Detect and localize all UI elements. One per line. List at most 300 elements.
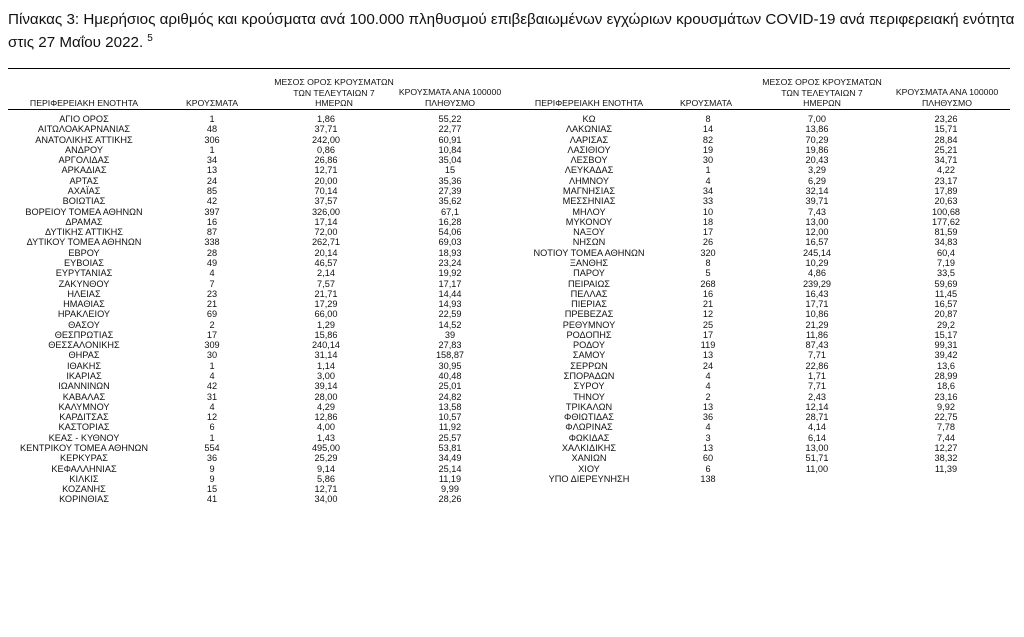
avg7-cell: 11,00	[805, 463, 829, 474]
avg7-cell: 326,00	[311, 206, 341, 217]
avg7-cell: 16,43	[805, 288, 829, 299]
avg7-cell: 21,71	[314, 288, 338, 299]
per100k-cell: 54,06	[438, 227, 462, 238]
region-cell: ΕΒΡΟΥ	[68, 247, 100, 258]
per100k-cell: 22,75	[934, 412, 958, 423]
cases-cell: 16	[206, 216, 218, 227]
region-cell: ΑΡΚΑΔΙΑΣ	[61, 165, 107, 176]
per100k-cell: 16,57	[934, 299, 958, 310]
cases-cell: 1	[209, 432, 215, 443]
avg7-cell: 21,29	[805, 319, 829, 330]
region-cell: ΦΛΩΡΙΝΑΣ	[565, 422, 613, 433]
cases-cell: 1	[209, 114, 215, 124]
per100k-cell: 23,24	[438, 257, 462, 268]
region-cell: ΚΩ	[582, 114, 596, 124]
avg7-cell: 19,86	[805, 144, 829, 155]
cases-cell: 13	[702, 350, 714, 361]
per100k-cell: 69,03	[438, 237, 462, 248]
avg7-cell: 7,71	[808, 350, 826, 361]
cases-cell: 9	[209, 463, 215, 474]
per100k-cell: 59,69	[934, 278, 958, 289]
region-cell: ΧΑΛΚΙΔΙΚΗΣ	[561, 443, 617, 453]
avg7-cell: 7,57	[317, 278, 335, 289]
table-row	[514, 443, 1010, 453]
table-row	[8, 422, 512, 432]
table-row	[8, 350, 512, 360]
region-cell: ΙΚΑΡΙΑΣ	[66, 371, 102, 382]
avg7-cell: 12,00	[805, 227, 829, 238]
region-cell: ΠΡΕΒΕΖΑΣ	[564, 309, 614, 320]
cases-cell: 338	[204, 237, 220, 248]
per100k-cell: 7,78	[937, 422, 955, 433]
per100k-cell: 25,14	[438, 463, 462, 474]
header-region-right: ΠΕΡΙΦΕΡΕΙΑΚΗ ΕΝΟΤΗΤΑ	[534, 98, 644, 108]
per100k-cell: 38,32	[934, 453, 958, 464]
table-row	[8, 474, 512, 484]
region-cell: ΠΑΡΟΥ	[573, 268, 605, 279]
cases-cell: 4	[209, 401, 215, 412]
avg7-cell: 20,00	[314, 175, 338, 186]
region-cell: ΑΝΑΤΟΛΙΚΗΣ ΑΤΤΙΚΗΣ	[35, 134, 133, 145]
cases-cell: 24	[702, 360, 714, 371]
table-row	[8, 279, 512, 289]
avg7-cell: 1,86	[317, 114, 335, 124]
avg7-cell: 66,00	[314, 309, 338, 320]
header-avg7-left: ΜΕΣΟΣ ΟΡΟΣ ΚΡΟΥΣΜΑΤΩΝ ΤΩΝ ΤΕΛΕΥΤΑΙΩΝ 7 ΗΜΕΡΩΝ	[274, 77, 394, 109]
table-row	[8, 217, 512, 227]
region-cell: ΣΠΟΡΑΔΩΝ	[563, 371, 615, 382]
table-title: Πίνακας 3: Ημερήσιος αριθμός και κρούσματα ανά 100.000 πληθυσμού επιβεβαιωμένων εγχώριων κρουσμάτων COVID-19 ανά περιφερειακή ενότητα στις 27 Μαΐου 2022.	[8, 11, 1015, 51]
avg7-cell: 17,14	[314, 216, 338, 227]
per100k-cell: 7,44	[937, 432, 955, 443]
cases-cell: 36	[702, 412, 714, 423]
table-row	[514, 330, 1010, 340]
avg7-cell: 70,14	[314, 185, 338, 196]
avg7-cell: 262,71	[311, 237, 341, 248]
per100k-cell: 14,93	[438, 299, 462, 310]
avg7-cell: 1,43	[317, 432, 335, 443]
cases-cell: 42	[206, 381, 218, 392]
avg7-cell: 28,00	[314, 391, 338, 402]
per100k-cell: 4,22	[937, 165, 955, 176]
per100k-cell: 39	[444, 329, 456, 340]
avg7-cell: 495,00	[311, 443, 341, 453]
region-cell: ΖΑΚΥΝΘΟΥ	[58, 278, 110, 289]
table-caption	[8, 10, 1018, 52]
per100k-cell: 39,42	[934, 350, 958, 361]
region-cell: ΑΙΤΩΛΟΑΚΑΡΝΑΝΙΑΣ	[37, 124, 131, 135]
cases-cell: 17	[702, 329, 714, 340]
table-row	[8, 155, 512, 165]
region-cell: ΧΙΟΥ	[578, 463, 600, 474]
header-per100k-left: ΚΡΟΥΣΜΑΤΑ ΑΝΑ 100000 ΠΛΗΘΥΣΜΟ	[398, 87, 502, 108]
table-row	[514, 392, 1010, 402]
table-row	[8, 299, 512, 309]
table-row	[514, 474, 1010, 484]
per100k-cell: 53,81	[438, 443, 462, 453]
cases-cell: 28	[206, 247, 218, 258]
cases-cell: 4	[209, 371, 215, 382]
avg7-cell: 3,00	[317, 371, 335, 382]
table-row	[8, 320, 512, 330]
per100k-cell: 11,19	[438, 473, 462, 484]
region-cell: ΑΓΙΟ ΟΡΟΣ	[59, 114, 109, 124]
avg7-cell: 20,43	[805, 155, 829, 166]
cases-cell: 15	[206, 484, 218, 495]
cases-cell: 13	[702, 443, 714, 453]
table-row	[8, 361, 512, 371]
cases-cell: 9	[209, 473, 215, 484]
cases-cell: 320	[700, 247, 716, 258]
per100k-cell: 30,95	[438, 360, 462, 371]
cases-cell: 138	[700, 473, 716, 484]
per100k-cell: 35,04	[438, 155, 462, 166]
region-cell: ΤΗΝΟΥ	[573, 391, 605, 402]
table-row	[514, 207, 1010, 217]
region-cell: ΚΕΦΑΛΛΗΝΙΑΣ	[51, 463, 117, 474]
per100k-cell: 177,62	[931, 216, 961, 227]
per100k-cell: 34,71	[934, 155, 958, 166]
header-cases-left: ΚΡΟΥΣΜΑΤΑ	[185, 98, 239, 108]
region-cell: ΡΟΔΟΥ	[572, 340, 605, 351]
region-cell: ΞΑΝΘΗΣ	[569, 257, 609, 268]
avg7-cell: 6,29	[808, 175, 826, 186]
avg7-cell: 10,86	[805, 309, 829, 320]
per100k-cell: 28,26	[438, 494, 462, 505]
table-row	[514, 340, 1010, 350]
per100k-cell: 20,87	[934, 309, 958, 320]
cases-cell: 24	[206, 175, 218, 186]
region-cell: ΡΕΘΥΜΝΟΥ	[562, 319, 616, 330]
cases-cell: 4	[705, 381, 711, 392]
cases-cell: 31	[206, 391, 218, 402]
avg7-cell: 4,86	[808, 268, 826, 279]
avg7-cell	[752, 474, 882, 484]
cases-cell: 309	[204, 340, 220, 351]
per100k-cell	[882, 474, 1010, 484]
header-region-left: ΠΕΡΙΦΕΡΕΙΑΚΗ ΕΝΟΤΗΤΑ	[29, 98, 139, 108]
cases-cell: 4	[705, 422, 711, 433]
region-cell: ΝΗΣΩΝ	[572, 237, 606, 248]
per100k-cell: 99,31	[934, 340, 958, 351]
region-cell: ΦΘΙΩΤΙΔΑΣ	[563, 412, 614, 423]
region-cell: ΑΡΤΑΣ	[69, 175, 99, 186]
avg7-cell: 17,71	[805, 299, 829, 310]
cases-cell: 8	[705, 114, 711, 124]
region-cell: ΛΕΣΒΟΥ	[570, 155, 608, 166]
avg7-cell: 6,14	[808, 432, 826, 443]
per100k-cell: 10,84	[438, 144, 462, 155]
avg7-cell: 240,14	[311, 340, 341, 351]
avg7-cell: 1,71	[808, 371, 826, 382]
per100k-cell: 14,44	[438, 288, 462, 299]
avg7-cell: 51,71	[805, 453, 829, 464]
cases-cell: 4	[705, 371, 711, 382]
table-row	[8, 453, 512, 463]
cases-cell: 26	[702, 237, 714, 248]
region-cell: ΣΥΡΟΥ	[573, 381, 605, 392]
avg7-cell: 1,14	[317, 360, 335, 371]
region-cell: ΣΕΡΡΩΝ	[570, 360, 608, 371]
cases-cell: 12	[702, 309, 714, 320]
per100k-cell: 25,01	[438, 381, 462, 392]
cases-cell: 17	[702, 227, 714, 238]
per100k-cell: 17,89	[934, 185, 958, 196]
table-row	[8, 186, 512, 196]
avg7-cell: 20,14	[314, 247, 338, 258]
header-per100k-right: ΚΡΟΥΣΜΑΤΑ ΑΝΑ 100000 ΠΛΗΘΥΣΜΟ	[895, 87, 999, 108]
avg7-cell: 70,29	[805, 134, 829, 145]
avg7-cell: 37,71	[314, 124, 338, 135]
avg7-cell: 4,00	[317, 422, 335, 433]
cases-cell: 87	[206, 227, 218, 238]
cases-cell: 25	[702, 319, 714, 330]
avg7-cell: 25,29	[314, 453, 338, 464]
cases-cell: 14	[702, 124, 714, 135]
table-row	[8, 464, 512, 474]
region-cell: ΤΡΙΚΑΛΩΝ	[565, 401, 613, 412]
cases-cell: 1	[209, 360, 215, 371]
table-row	[514, 145, 1010, 155]
avg7-cell: 15,86	[314, 329, 338, 340]
avg7-cell: 10,29	[805, 257, 829, 268]
avg7-cell: 11,86	[805, 329, 829, 340]
avg7-cell: 7,71	[808, 381, 826, 392]
region-cell: ΝΑΞΟΥ	[573, 227, 605, 238]
avg7-cell: 2,14	[317, 268, 335, 279]
avg7-cell: 28,71	[805, 412, 829, 423]
cases-cell: 10	[702, 206, 714, 217]
avg7-cell: 39,71	[805, 196, 829, 207]
table-row	[514, 165, 1010, 175]
avg7-cell: 7,00	[808, 114, 826, 124]
table-row	[514, 176, 1010, 186]
table-row	[514, 309, 1010, 319]
region-cell: ΒΟΙΩΤΙΑΣ	[62, 196, 106, 207]
per100k-cell: 11,39	[934, 463, 958, 474]
region-cell: ΛΗΜΝΟΥ	[568, 175, 610, 186]
per100k-cell: 13,6	[937, 360, 955, 371]
avg7-cell: 13,00	[805, 443, 829, 453]
region-cell: ΚΑΡΔΙΤΣΑΣ	[59, 412, 109, 423]
cases-cell: 6	[209, 422, 215, 433]
cases-cell: 82	[702, 134, 714, 145]
region-cell: ΚΟΡΙΝΘΙΑΣ	[59, 494, 109, 505]
table-row	[514, 422, 1010, 432]
per100k-cell: 14,52	[438, 319, 462, 330]
cases-cell: 23	[206, 288, 218, 299]
table-row	[8, 392, 512, 402]
cases-cell: 554	[204, 443, 220, 453]
avg7-cell: 242,00	[311, 134, 341, 145]
region-cell: ΗΜΑΘΙΑΣ	[63, 299, 105, 310]
avg7-cell: 31,14	[314, 350, 338, 361]
region-cell: ΚΕΝΤΡΙΚΟΥ ΤΟΜΕΑ ΑΘΗΝΩΝ	[19, 443, 149, 453]
per100k-cell: 22,77	[438, 124, 462, 135]
table-row	[514, 186, 1010, 196]
cases-cell: 17	[206, 329, 218, 340]
per100k-cell: 23,26	[934, 114, 958, 124]
header-rule	[8, 109, 1010, 110]
cases-cell: 5	[705, 268, 711, 279]
per100k-cell: 27,83	[438, 340, 462, 351]
region-cell: ΘΕΣΠΡΩΤΙΑΣ	[54, 329, 114, 340]
region-cell: ΦΩΚΙΔΑΣ	[568, 432, 610, 443]
avg7-cell: 1,29	[317, 319, 335, 330]
table-row	[8, 196, 512, 206]
per100k-cell: 25,57	[438, 432, 462, 443]
footnote-marker: 5	[147, 33, 153, 44]
region-cell: ΘΕΣΣΑΛΟΝΙΚΗΣ	[48, 340, 120, 351]
per100k-cell: 60,91	[438, 134, 462, 145]
table-row	[8, 443, 512, 453]
avg7-cell: 239,29	[802, 278, 832, 289]
avg7-cell: 46,57	[314, 257, 338, 268]
table-row	[514, 217, 1010, 227]
table-row	[514, 350, 1010, 360]
avg7-cell: 4,14	[808, 422, 826, 433]
region-cell: ΧΑΝΙΩΝ	[571, 453, 607, 464]
per100k-cell: 11,92	[438, 422, 462, 433]
region-cell: ΚΟΖΑΝΗΣ	[62, 484, 106, 495]
region-cell: ΥΠΟ ΔΙΕΡΕΥΝΗΣΗ	[548, 473, 630, 484]
table-row	[514, 258, 1010, 268]
table-row	[8, 248, 512, 258]
table-row	[8, 135, 512, 145]
region-cell: ΠΕΛΛΑΣ	[570, 288, 608, 299]
cases-cell: 85	[206, 185, 218, 196]
table-row	[8, 330, 512, 340]
per100k-cell: 7,19	[937, 257, 955, 268]
table-row	[514, 227, 1010, 237]
cases-cell: 18	[702, 216, 714, 227]
region-cell: ΛΕΥΚΑΔΑΣ	[564, 165, 614, 176]
region-cell: ΚΕΑΣ - ΚΥΘΝΟΥ	[48, 432, 120, 443]
region-cell: ΡΟΔΟΠΗΣ	[566, 329, 612, 340]
table-row	[8, 145, 512, 155]
cases-cell: 60	[702, 453, 714, 464]
per100k-cell: 23,16	[934, 391, 958, 402]
region-cell: ΒΟΡΕΙΟΥ ΤΟΜΕΑ ΑΘΗΝΩΝ	[25, 206, 143, 217]
table-row	[514, 248, 1010, 258]
per100k-cell: 60,4	[937, 247, 955, 258]
cases-cell: 4	[209, 268, 215, 279]
avg7-cell: 0,86	[317, 144, 335, 155]
table-row	[8, 227, 512, 237]
table-row	[8, 494, 512, 504]
cases-cell: 3	[705, 432, 711, 443]
per100k-cell: 158,87	[435, 350, 465, 361]
region-cell: ΛΑΡΙΣΑΣ	[569, 134, 609, 145]
avg7-cell: 12,14	[805, 401, 829, 412]
avg7-cell: 12,71	[314, 165, 338, 176]
cases-cell: 33	[702, 196, 714, 207]
table-row	[514, 320, 1010, 330]
table-row	[514, 453, 1010, 463]
per100k-cell: 10,57	[438, 412, 462, 423]
region-cell: ΕΥΡΥΤΑΝΙΑΣ	[55, 268, 113, 279]
region-cell: ΔΡΑΜΑΣ	[65, 216, 103, 227]
per100k-cell: 33,5	[937, 268, 955, 279]
table-row	[8, 340, 512, 350]
table-row	[8, 165, 512, 175]
table-row	[514, 114, 1010, 124]
cases-cell: 21	[206, 299, 218, 310]
table-row	[8, 258, 512, 268]
region-cell: ΛΑΚΩΝΙΑΣ	[565, 124, 613, 135]
cases-cell: 36	[206, 453, 218, 464]
per100k-cell: 23,17	[934, 175, 958, 186]
table-row	[8, 289, 512, 299]
region-cell: ΚΑΣΤΟΡΙΑΣ	[58, 422, 110, 433]
cases-cell: 268	[700, 278, 716, 289]
table-row	[514, 402, 1010, 412]
per100k-cell: 81,59	[934, 227, 958, 238]
avg7-cell: 9,14	[317, 463, 335, 474]
avg7-cell: 16,57	[805, 237, 829, 248]
per100k-cell: 9,99	[441, 484, 459, 495]
cases-cell: 6	[705, 463, 711, 474]
table-row	[8, 371, 512, 381]
avg7-cell: 3,29	[808, 165, 826, 176]
top-rule	[8, 68, 1010, 69]
per100k-cell: 12,27	[934, 443, 958, 453]
cases-cell: 34	[206, 155, 218, 166]
per100k-cell: 35,62	[438, 196, 462, 207]
region-cell: ΚΑΒΑΛΑΣ	[62, 391, 106, 402]
per100k-cell: 100,68	[931, 206, 961, 217]
per100k-cell: 34,83	[934, 237, 958, 248]
per100k-cell: 18,6	[937, 381, 955, 392]
header-cases-right: ΚΡΟΥΣΜΑΤΑ	[679, 98, 733, 108]
right-data-table	[514, 114, 1010, 484]
region-cell: ΑΡΓΟΛΙΔΑΣ	[58, 155, 110, 166]
per100k-cell: 29,2	[937, 319, 955, 330]
per100k-cell: 16,28	[438, 216, 462, 227]
cases-cell: 49	[206, 257, 218, 268]
table-row	[514, 464, 1010, 474]
region-cell: ΗΡΑΚΛΕΙΟΥ	[57, 309, 111, 320]
table-row	[514, 371, 1010, 381]
region-cell: ΚΑΛΥΜΝΟΥ	[58, 401, 110, 412]
cases-cell: 19	[702, 144, 714, 155]
cases-cell: 1	[209, 144, 215, 155]
region-cell: ΜΑΓΝΗΣΙΑΣ	[562, 185, 616, 196]
table-row	[8, 433, 512, 443]
region-cell: ΙΩΑΝΝΙΝΩΝ	[58, 381, 110, 392]
per100k-cell: 18,93	[438, 247, 462, 258]
avg7-cell: 17,29	[314, 299, 338, 310]
table-row	[514, 279, 1010, 289]
cases-cell: 21	[702, 299, 714, 310]
per100k-cell: 40,48	[438, 371, 462, 382]
per100k-cell: 15,71	[934, 124, 958, 135]
table-row	[8, 381, 512, 391]
region-cell: ΙΘΑΚΗΣ	[66, 360, 102, 371]
table-row	[8, 237, 512, 247]
table-row	[8, 207, 512, 217]
region-cell: ΜΗΛΟΥ	[572, 206, 606, 217]
avg7-cell: 87,43	[805, 340, 829, 351]
table-row	[514, 381, 1010, 391]
per100k-cell: 17,17	[438, 278, 462, 289]
per100k-cell: 24,82	[438, 391, 462, 402]
per100k-cell: 11,45	[934, 288, 958, 299]
cases-cell: 42	[206, 196, 218, 207]
region-cell: ΜΥΚΟΝΟΥ	[565, 216, 613, 227]
table-row	[514, 135, 1010, 145]
region-cell: ΛΑΣΙΘΙΟΥ	[567, 144, 611, 155]
